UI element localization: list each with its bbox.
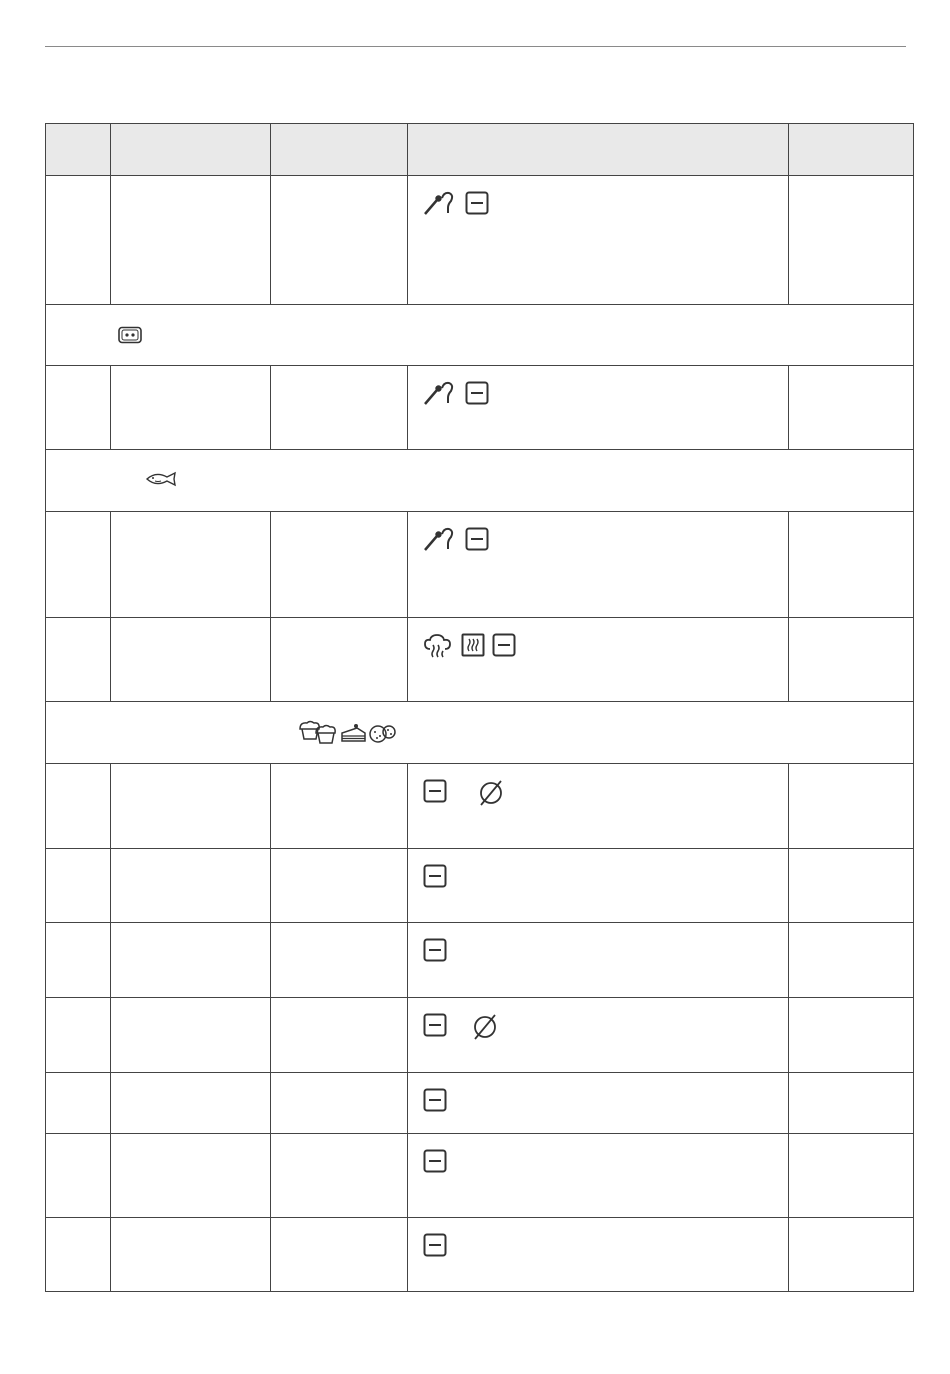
table-row — [46, 1134, 914, 1218]
steam-cooking-icon — [423, 633, 453, 659]
header-cell-2 — [111, 124, 271, 176]
function-icons-cell — [408, 366, 789, 450]
bottom-heat-element-icon — [465, 191, 489, 215]
bottom-heat-element-icon — [423, 1088, 447, 1112]
header-cell-4 — [408, 124, 789, 176]
function-icons-cell — [408, 512, 789, 618]
baked-goods-icons — [297, 719, 399, 745]
cell — [46, 923, 111, 998]
diameter-symbol-icon — [471, 1013, 499, 1041]
table-row — [46, 849, 914, 923]
cell — [789, 1073, 914, 1134]
core-temperature-probe-icon — [423, 381, 457, 407]
bottom-heat-element-icon — [423, 779, 447, 803]
cell — [789, 923, 914, 998]
cell — [789, 764, 914, 849]
cell — [271, 849, 408, 923]
table-row — [46, 512, 914, 618]
table-row — [46, 1073, 914, 1134]
core-temperature-probe-icon — [423, 527, 457, 553]
cell — [789, 998, 914, 1073]
cell — [46, 1218, 111, 1292]
category-cell — [46, 450, 914, 512]
bottom-heat-element-icon — [492, 633, 516, 657]
cell — [46, 1134, 111, 1218]
function-icons-cell — [408, 849, 789, 923]
cell — [111, 618, 271, 702]
cooking-table — [45, 123, 914, 1292]
function-icons-cell — [408, 1218, 789, 1292]
cell — [271, 618, 408, 702]
top-rule — [45, 46, 906, 47]
table-row — [46, 764, 914, 849]
diameter-symbol-icon — [477, 779, 505, 807]
cell — [789, 512, 914, 618]
function-icons-cell — [408, 923, 789, 998]
cell — [789, 849, 914, 923]
cell — [46, 176, 111, 305]
cell — [46, 366, 111, 450]
bottom-heat-element-icon — [423, 864, 447, 888]
cell — [46, 998, 111, 1073]
bottom-heat-element-icon — [465, 527, 489, 551]
cell — [111, 366, 271, 450]
cell — [271, 1073, 408, 1134]
cell — [46, 618, 111, 702]
function-icons-cell — [408, 764, 789, 849]
cell — [46, 849, 111, 923]
category-row — [46, 305, 914, 366]
cell — [789, 1218, 914, 1292]
bottom-heat-element-icon — [423, 938, 447, 962]
cell — [111, 1073, 271, 1134]
table-row — [46, 176, 914, 305]
function-icons-cell — [408, 176, 789, 305]
function-icons-cell — [408, 1073, 789, 1134]
header-cell-1 — [46, 124, 111, 176]
cell — [46, 512, 111, 618]
cell — [46, 1073, 111, 1134]
moist-heat-icon — [461, 633, 485, 657]
cell — [111, 849, 271, 923]
cell — [111, 923, 271, 998]
cell — [111, 1134, 271, 1218]
cell — [789, 1134, 914, 1218]
header-cell-3 — [271, 124, 408, 176]
cell — [111, 176, 271, 305]
cell — [271, 764, 408, 849]
bottom-heat-element-icon — [423, 1013, 447, 1037]
cell — [271, 176, 408, 305]
cell — [271, 1134, 408, 1218]
cell — [789, 366, 914, 450]
cell — [111, 1218, 271, 1292]
cell — [271, 998, 408, 1073]
cell — [111, 764, 271, 849]
table-row — [46, 923, 914, 998]
cell — [271, 512, 408, 618]
table-header-row — [46, 124, 914, 176]
cell — [271, 366, 408, 450]
cell — [111, 998, 271, 1073]
header-cell-5 — [789, 124, 914, 176]
table-row — [46, 366, 914, 450]
bottom-heat-element-icon — [465, 381, 489, 405]
cell — [789, 618, 914, 702]
function-icons-cell — [408, 998, 789, 1073]
function-icons-cell — [408, 1134, 789, 1218]
table-row — [46, 1218, 914, 1292]
cell — [111, 512, 271, 618]
cell — [271, 1218, 408, 1292]
category-cell — [46, 702, 914, 764]
roasting-dish-icon — [117, 326, 143, 344]
cell — [789, 176, 914, 305]
table-row — [46, 618, 914, 702]
fish-icon — [144, 470, 180, 488]
bottom-heat-element-icon — [423, 1233, 447, 1257]
core-temperature-probe-icon — [423, 191, 457, 217]
bottom-heat-element-icon — [423, 1149, 447, 1173]
category-cell — [46, 305, 914, 366]
table-row — [46, 998, 914, 1073]
category-row — [46, 450, 914, 512]
cell — [271, 923, 408, 998]
category-row — [46, 702, 914, 764]
cell — [46, 764, 111, 849]
function-icons-cell — [408, 618, 789, 702]
